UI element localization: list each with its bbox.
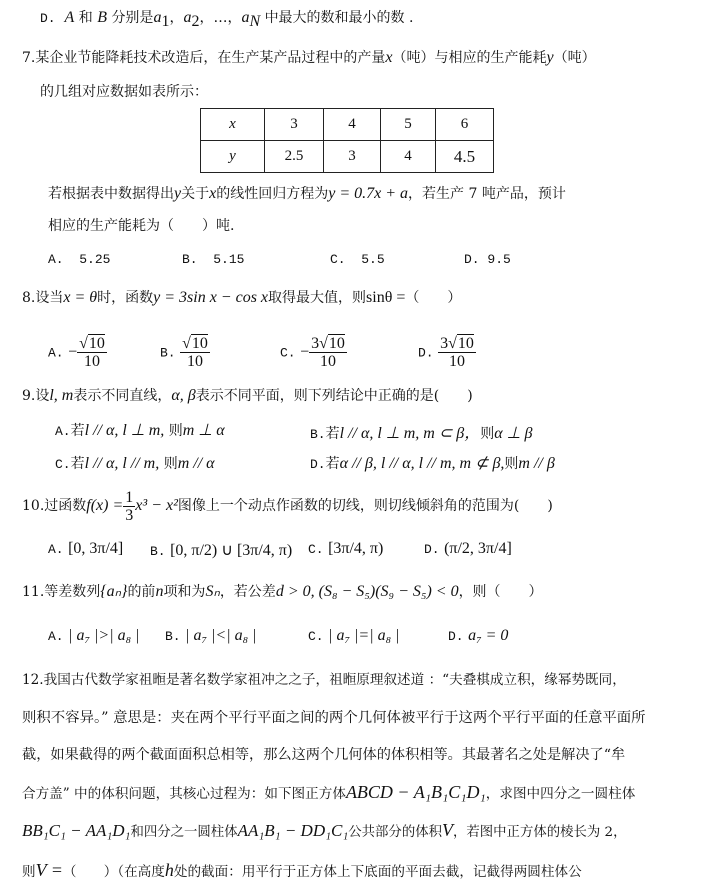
fraction: $\frac{√10}{10}$	[182, 335, 208, 370]
table-cell: 2.5	[265, 141, 324, 173]
q9-option-a[interactable]: A.若l // α, l ⊥ m, 则m ⊥ α	[55, 422, 225, 439]
table-cell: 3	[265, 109, 324, 141]
q10-line1: 10.过函数f(x) = $\frac{1}{3}$ x³ − x²图像上一个动点作函数的切线，则切线倾斜角的范围为( )	[22, 488, 553, 524]
data-table	[200, 108, 494, 173]
q12-line5: BB₁C₁ − AA₁D₁和四分之一圆柱体AA₁B₁ − DD₁C₁公共部分的体积V，若图中正方体的棱长为 2，	[22, 820, 627, 840]
q12-line2: 则积不容异。” 意思是：夹在两个平行平面之间的两个几何体被平行于这两个平行平面的任意平面所	[22, 710, 646, 726]
fraction: $\frac{3√10}{10}$	[311, 335, 345, 370]
q7-option-c[interactable]: C. 5.5	[330, 252, 385, 267]
prev-option-d: D. A 和 B 分别是$a_1$，$a_2$，…，$a_N$ 中最大的数和最小的数 .	[40, 9, 414, 30]
q11-option-b[interactable]: B. | a₇ |<| a₈ |	[165, 627, 257, 644]
fraction: $\frac{1}{3}$	[125, 488, 134, 524]
table-cell: 4.5	[436, 141, 494, 173]
table-cell: 5	[381, 109, 436, 141]
table-cell: 4	[381, 141, 436, 173]
q7-option-a[interactable]: A. 5.25	[48, 252, 111, 267]
fraction: $\frac{√10}{10}$	[79, 335, 105, 370]
q8-option-a[interactable]: A. − $\frac{√10}{10}$	[48, 335, 105, 370]
q8-option-b[interactable]: B. $\frac{√10}{10}$	[160, 335, 208, 370]
question-number: 7.	[22, 50, 36, 66]
fraction: $\frac{3√10}{10}$	[440, 335, 474, 370]
q8-option-d[interactable]: D. $\frac{3√10}{10}$	[418, 335, 474, 370]
table-cell: 4	[324, 109, 381, 141]
q8-line1: 8.设当x = θ时，函数y = 3sin x − cos x取得最大值，则sinθ =（ ）	[22, 289, 462, 306]
q8-option-c[interactable]: C. − $\frac{3√10}{10}$	[280, 335, 345, 370]
q10-option-c[interactable]: C. [3π/4, π)	[308, 540, 384, 557]
q7-option-d[interactable]: D. 9.5	[464, 252, 511, 267]
q12-line1: 12.我国古代数学家祖暅是著名数学家祖冲之之子，祖暅原理叙述道 ：“夫叠棋成立积，缘幂势既同，	[22, 672, 626, 688]
q9-option-b[interactable]: B.若l // α, l ⊥ m, m ⊂ β，则α ⊥ β	[310, 425, 533, 442]
q7-option-b[interactable]: B. 5.15	[182, 252, 245, 267]
q7-line1: 7.某企业节能降耗技术改造后，在生产某产品过程中的产量x（吨）与相应的生产能耗y（吨）	[22, 49, 596, 66]
q7-line4: 相应的生产能耗为（ ）吨.	[48, 218, 235, 234]
q12-line4: 合方盖” 中的体积问题，其核心过程为：如下图正方体ABCD − A₁B₁C₁D₁，求图中四分之一圆柱体	[22, 782, 636, 802]
q11-option-c[interactable]: C. | a₇ |=| a₈ |	[308, 627, 400, 644]
q10-option-a[interactable]: A. [0, 3π/4]	[48, 540, 124, 557]
q10-option-b[interactable]: B. [0, π/2) ∪ [3π/4, π)	[150, 542, 293, 559]
table-row	[201, 109, 494, 141]
q10-option-d[interactable]: D. (π/2, 3π/4]	[424, 540, 512, 557]
q7-line3: 若根据表中数据得出y关于x的线性回归方程为y = 0.7x + a，若生产 7 吨产品，预计	[48, 185, 566, 202]
table-cell: y	[201, 141, 265, 173]
table-cell: x	[201, 109, 265, 141]
q9-option-c[interactable]: C.若l // α, l // m, 则m // α	[55, 455, 215, 472]
q12-line3: 截，如果截得的两个截面面积总相等，那么这两个几何体的体积相等。其最著名之处是解决了“牟	[22, 747, 626, 763]
q11-option-a[interactable]: A. | a₇ |>| a₈ |	[48, 627, 140, 644]
q9-option-d[interactable]: D.若α // β, l // α, l // m, m ⊄ β,则m // β	[310, 455, 555, 472]
q9-line1: 9.设l, m表示不同直线，α, β表示不同平面，则下列结论中正确的是( )	[22, 387, 473, 404]
q11-line1: 11.等差数列{aₙ}的前n项和为Sₙ，若公差d > 0, (S₈ − S₅)(S₉ − S₅) < 0，则（ ）	[22, 583, 543, 600]
q7-line2: 的几组对应数据如表所示：	[40, 84, 208, 100]
table-cell: 6	[436, 109, 494, 141]
table-cell: 3	[324, 141, 381, 173]
table-row	[201, 141, 494, 173]
q11-option-d[interactable]: D. a₇ = 0	[448, 627, 509, 644]
q12-line6: 则V =（ ）（在高度h处的截面：用平行于正方体上下底面的平面去截，记截得两圆柱体公	[22, 860, 582, 880]
